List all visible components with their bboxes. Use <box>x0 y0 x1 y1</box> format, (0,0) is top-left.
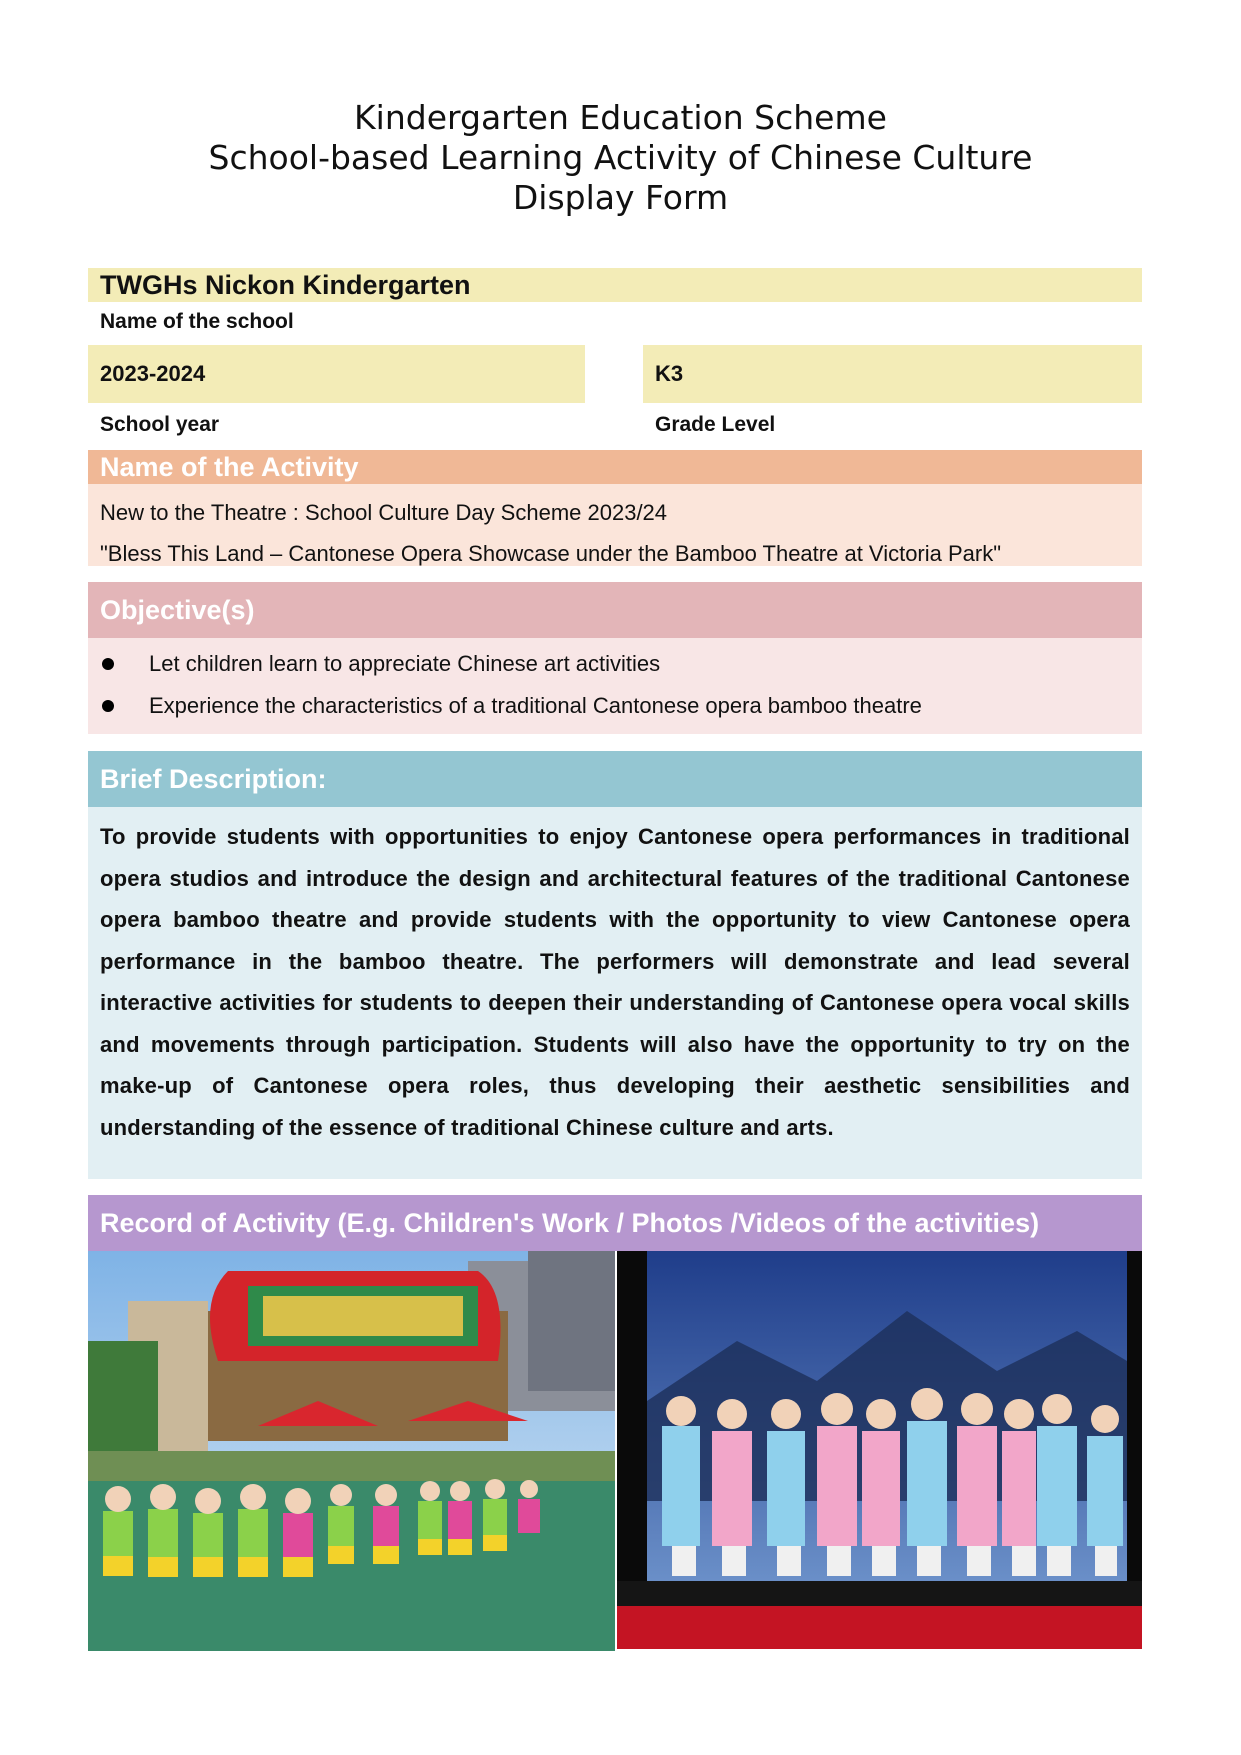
bullet-icon <box>102 658 114 670</box>
grade-level-label: Grade Level <box>655 413 776 436</box>
activity-heading: Name of the Activity <box>88 450 1142 484</box>
record-heading: Record of Activity (E.g. Children's Work / Photos /Videos of the activities) <box>88 1195 1142 1251</box>
opera-costume-stage-photo <box>617 1251 1142 1649</box>
bamboo-theatre-outdoor-photo <box>88 1251 615 1651</box>
objectives-heading: Objective(s) <box>88 582 1142 638</box>
school-year-field: 2023-2024 <box>88 345 585 403</box>
brief-description-heading: Brief Description: <box>88 751 1142 807</box>
title-line-3: Display Form <box>512 178 729 217</box>
activity-line-2: "Bless This Land – Cantonese Opera Showcase under the Bamboo Theatre at Victoria Park" <box>100 541 1002 566</box>
school-year-label: School year <box>100 413 220 436</box>
school-name-label: Name of the school <box>100 310 294 333</box>
objective-text: Experience the characteristics of a traditional Cantonese opera bamboo theatre <box>149 693 922 718</box>
activity-line-1: New to the Theatre : School Culture Day Scheme 2023/24 <box>100 500 668 525</box>
school-name-field: TWGHs Nickon Kindergarten <box>88 268 1142 302</box>
bullet-icon <box>102 700 114 712</box>
brief-description-text: To provide students with opportunities to enjoy Cantonese opera performances in traditional opera studios and introduce the design and architectural features of the traditional Cantonese opera bamboo theatre and provide students with the opportunity to view Cantonese opera performance in the bamboo theatre. The performers will demonstrate and lead several interactive activities for students to deepen their understanding of Cantonese opera vocal skills and movements through participation. Students will also have the opportunity to try on the make-up of Cantonese opera roles, thus developing their aesthetic sensibilities and understanding of the essence of traditional Chinese culture and arts. <box>88 807 1142 1179</box>
title-line-1: Kindergarten Education Scheme <box>354 98 887 137</box>
title-line-2: School-based Learning Activity of Chinese Culture <box>208 138 1033 177</box>
grade-level-field: K3 <box>643 345 1142 403</box>
objectives-list <box>88 638 1142 734</box>
objective-text: Let children learn to appreciate Chinese art activities <box>149 651 661 676</box>
activity-name-box <box>88 484 1142 566</box>
form-title <box>0 98 1241 218</box>
